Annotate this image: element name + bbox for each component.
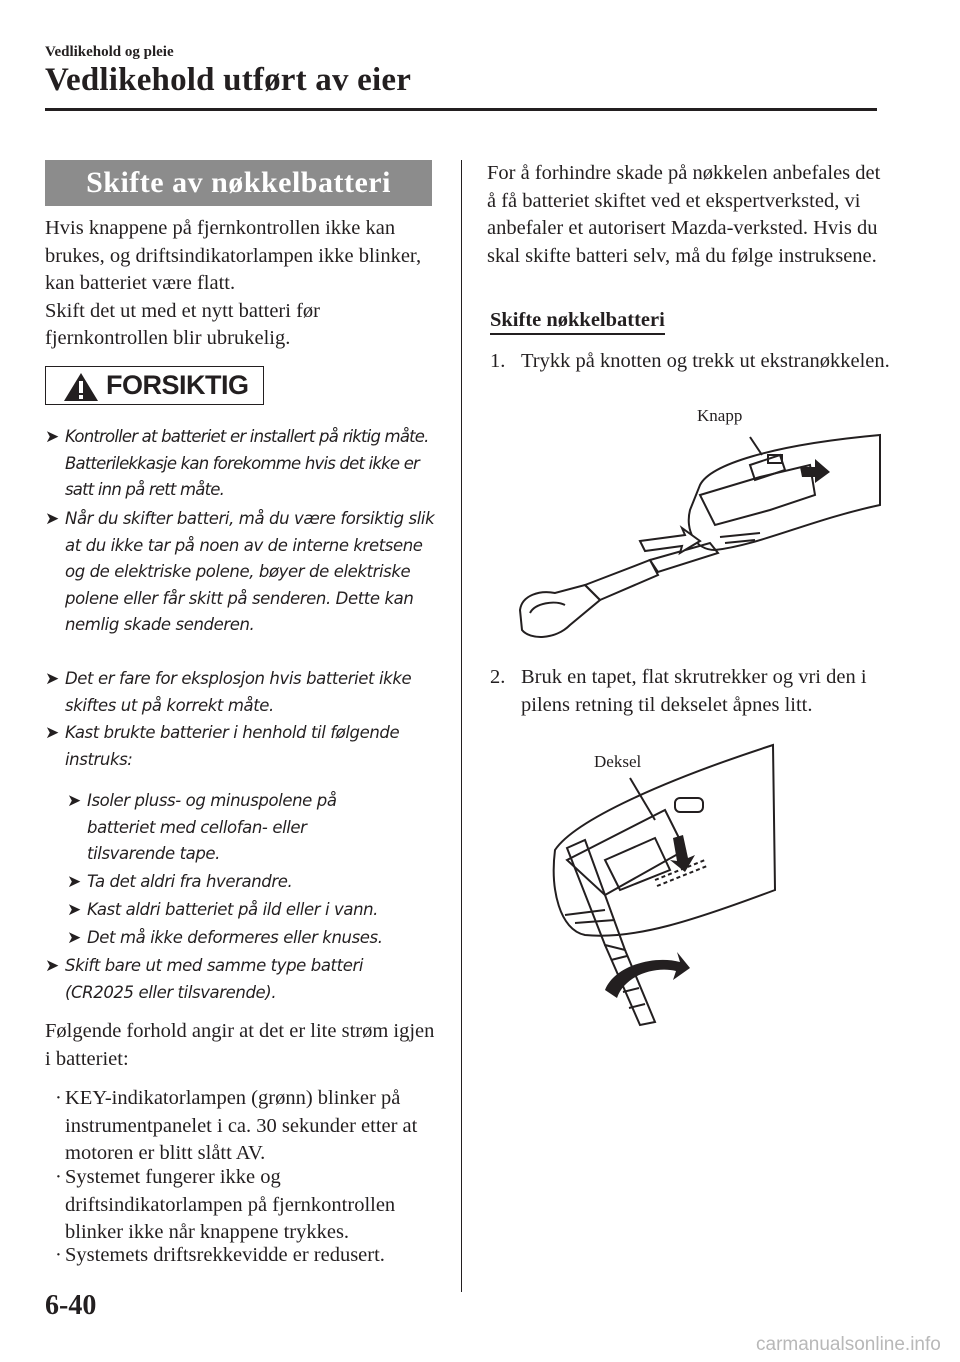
caution-item: ➤ Når du skifter batteri, må du være forsiktig slik at du ikke tar på noen av de interne kretsene og de elektriske polene, bøyer de elektriske polene eller får skitt på senderen. Dette kan nemlig skade senderen. (45, 506, 435, 639)
watermark: carmanualsonline.info (756, 1334, 941, 1355)
intro-paragraph: Hvis knappene på fjernkontrollen ikke kan brukes, og driftsindikatorlampen ikke blinker, kan batteriet være flatt. Skift det ut med et nytt batteri før fjernkontrollen blir ubrukelig. (45, 217, 422, 350)
bullet-icon: · (55, 1244, 62, 1266)
bullet-icon: · (55, 1166, 62, 1188)
caution-item: ➤ Kontroller at batteriet er installert på riktig måte. Batterilekkasje kan forekomme hvis det ikke er satt inn på rett måte. (45, 424, 435, 504)
arrow-icon: ➤ (45, 669, 59, 689)
caution-subitem: ➤ Isoler pluss- og minuspolene på batteriet med cellofan- eller tilsvarende tape. (67, 788, 387, 868)
caution-subitem: ➤ Kast aldri batteriet på ild eller i vann. (67, 897, 437, 924)
arrow-icon: ➤ (45, 723, 59, 743)
low-battery-intro: Følgende forhold angir at det er lite strøm igjen i batteriet: (45, 1020, 435, 1070)
step-item: 2. Bruk en tapet, flat skrutrekker og vri den i pilens retning til dekselet åpnes litt. (490, 666, 867, 716)
bullet-icon: · (55, 1087, 62, 1109)
page-number: 6-40 (45, 1290, 97, 1321)
warning-triangle-icon (63, 372, 99, 402)
caution-subitem: ➤ Ta det aldri fra hverandre. (67, 869, 417, 896)
caution-item: ➤ Det er fare for eksplosjon hvis batteriet ikke skiftes ut på korrekt måte. (45, 666, 435, 719)
caution-item: ➤ Kast brukte batterier i henhold til følgende instruks: (45, 720, 435, 773)
list-item: · Systemet fungerer ikke og driftsindikatorlampen på fjernkontrollen blinker ikke når knappene trykkes. (55, 1166, 396, 1244)
page-title: Vedlikehold utført av eier (45, 62, 412, 98)
arrow-icon: ➤ (67, 900, 81, 920)
breadcrumb: Vedlikehold og pleie (45, 44, 174, 60)
list-item: · Systemets driftsrekkevidde er redusert. (45, 1242, 440, 1270)
arrow-icon: ➤ (45, 509, 59, 529)
list-item: · KEY-indikatorlampen (grønn) blinker på instrumentpanelet i ca. 30 sekunder etter at motoren er blitt slått AV. (55, 1087, 418, 1165)
subheading: Skifte nøkkelbatteri (490, 309, 665, 335)
caution-box (45, 366, 264, 405)
arrow-icon: ➤ (67, 791, 81, 811)
caution-subitem: ➤ Det må ikke deformeres eller knuses. (67, 925, 437, 952)
right-intro-paragraph: For å forhindre skade på nøkkelen anbefales det å få batteriet skiftet ved et ekspertverksted, vi anbefaler et autorisert Mazda-verksted. Hvis du skal skifte batteri selv, må du følge instruksene. (487, 162, 881, 267)
step-item: 1. Trykk på knotten og trekk ut ekstranøkkelen. (490, 350, 890, 372)
key-illustration-1 (510, 425, 890, 650)
caution-item: ➤ Skift bare ut med samme type batteri (CR2025 eller tilsvarende). (45, 953, 435, 1006)
title-rule (45, 108, 877, 111)
column-divider (461, 160, 462, 1292)
arrow-icon: ➤ (67, 928, 81, 948)
arrow-icon: ➤ (45, 427, 59, 447)
arrow-icon: ➤ (45, 956, 59, 976)
knapp-label: Knapp (697, 406, 743, 425)
arrow-icon: ➤ (67, 872, 81, 892)
caution-label: FORSIKTIG (106, 370, 249, 400)
deksel-label: Deksel (594, 752, 642, 771)
section-heading: Skifte av nøkkelbatteri (45, 160, 432, 206)
key-illustration-2 (545, 740, 785, 1030)
